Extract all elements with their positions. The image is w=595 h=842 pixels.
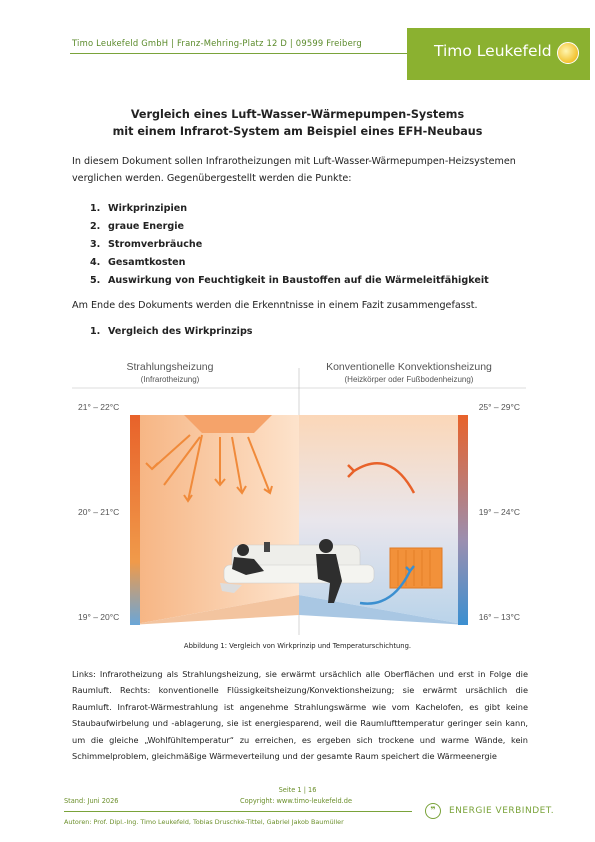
footer-copyright: Copyright: www.timo-leukefeld.de (240, 797, 353, 805)
right-temp-mid: 19° – 24°C (478, 507, 520, 517)
left-temperature-bar (130, 415, 140, 625)
warm-room (130, 415, 299, 625)
document-title-line2: mit einem Infrarot-System am Beispiel eines EFH-Neubaus (112, 125, 483, 138)
left-temp-bottom: 19° – 20°C (78, 612, 120, 622)
list-item: 4. Gesamtkosten (90, 257, 186, 268)
points-list (90, 200, 489, 290)
left-temp-mid: 20° – 21°C (78, 507, 120, 517)
brand-name: Timo Leukefeld (434, 42, 552, 60)
intro-paragraph: In diesem Dokument sollen Infrarotheizungen mit Luft-Wasser-Wärmepumpen-Heizsystemen verglichen werden. Gegenübergestellt werden die Punkte: (72, 156, 516, 184)
left-temp-top: 21° – 22°C (78, 402, 120, 412)
page-number: Seite 1 | 16 (278, 786, 317, 794)
section-heading: 1. Vergleich des Wirkprinzips (90, 326, 253, 337)
list-item: 3. Stromverbräuche (90, 239, 203, 250)
summary-paragraph: Am Ende des Dokuments werden die Erkenntnisse in einem Fazit zusammengefasst. (72, 300, 478, 311)
document-title-line1: Vergleich eines Luft-Wasser-Wärmepumpen-Systems (130, 108, 465, 121)
list-item: 5. Auswirkung von Feuchtigkeit in Baustoffen auf die Wärmeleitfähigkeit (90, 275, 489, 286)
header-divider (70, 53, 410, 54)
body-paragraph: Links: Infrarotheizung als Strahlungsheizung, sie erwärmt ursächlich alle Oberflächen und erst in Folge die Raumluft. Rechts: konventionelle Flüssigkeitsheizung/Konvektionsheizung; sie erwärmt ursächlich die Raumluft. Infrarot-Wärmestrahlung ist angenehme Strahlungswärme wie vom Kachelofen, es gibt keine Staubaufwirbelung und -ablagerung, sie ist energiesparend, weil die Raumlufttemperatur geringer sein kann, um die gleiche „Wohlfühltemperatur“ zu erreichen, es ergeben sich trockene und warme Wände, kein Schimmelproblem, gleichmäßige Wärmeverteilung und der gesamte Raum speichert die Wärmeenergie (72, 669, 528, 762)
left-title: Strahlungsheizung (126, 361, 214, 373)
heating-comparison-figure (72, 353, 526, 635)
left-subtitle: (Infrarotheizung) (140, 375, 200, 384)
right-subtitle: (Heizkörper oder Fußbodenheizung) (344, 375, 474, 384)
footer-authors: Autoren: Prof. Dipl.-Ing. Timo Leukefeld, Tobias Druschke-Tittel, Gabriel Jakob Baumüller (64, 818, 344, 826)
list-item: 2. graue Energie (90, 221, 185, 232)
right-temperature-bar (458, 415, 468, 625)
sun-logo-icon (557, 42, 579, 64)
right-title: Konventionelle Konvektionsheizung (326, 361, 492, 373)
list-item: 1. Wirkprinzipien (90, 203, 188, 214)
cool-room (299, 415, 468, 625)
figure-caption: Abbildung 1: Vergleich von Wirkprinzip und Temperaturschichtung. (183, 642, 412, 650)
quote-logo-icon: ❞ (425, 803, 441, 819)
header-address: Timo Leukefeld GmbH | Franz-Mehring-Platz 12 D | 09599 Freiberg (72, 38, 362, 48)
right-temp-top: 25° – 29°C (478, 402, 520, 412)
right-temp-bottom: 16° – 13°C (478, 612, 520, 622)
footer-slogan: ENERGIE VERBINDET. (449, 806, 555, 816)
footer-divider (64, 811, 412, 812)
footer-stand: Stand: Juni 2026 (64, 797, 119, 805)
